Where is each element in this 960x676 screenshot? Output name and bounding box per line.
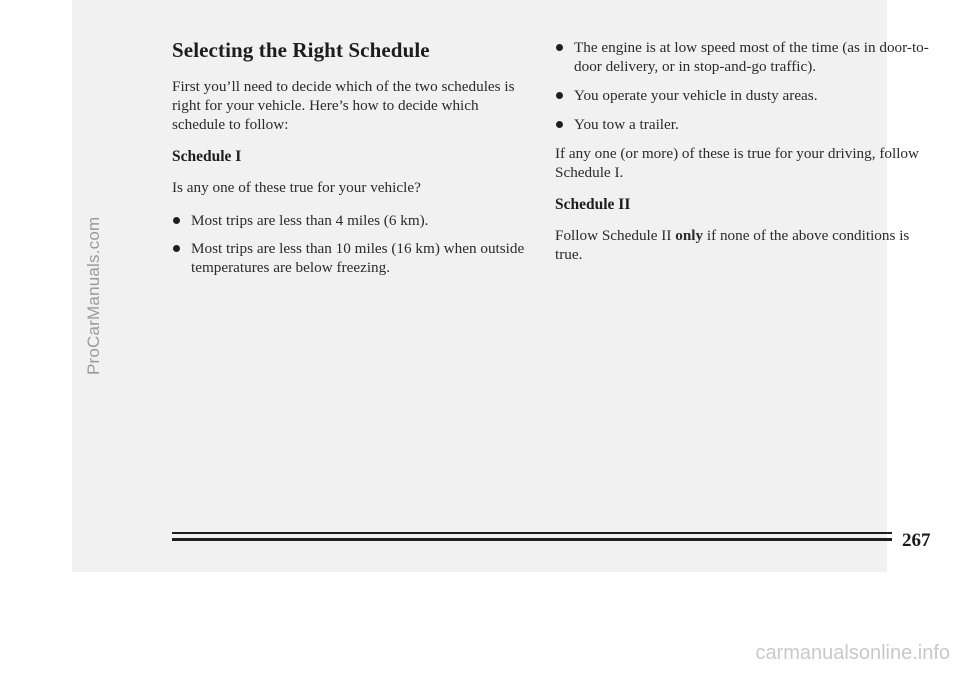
condition-short-trips: Most trips are less than 4 miles (6 km). (172, 211, 532, 230)
follow-text-pre: Follow Schedule II (555, 227, 672, 244)
schedule-1-conditions-left (172, 211, 532, 277)
section-title: Selecting the Right Schedule (172, 38, 430, 62)
schedule-1-heading: Schedule I (172, 148, 242, 165)
manual-page (72, 0, 931, 572)
conclusion-paragraph: If any one (or more) of these is true for your driving, follow Schedule I. (555, 145, 919, 181)
footer-rule-thick (172, 538, 892, 541)
right-column (555, 38, 935, 278)
schedule-1-conditions-right (555, 38, 935, 134)
schedule-2-heading: Schedule II (555, 196, 631, 213)
footer-rule-thin (172, 532, 892, 534)
condition-low-speed: The engine is at low speed most of the time (as in door-to-door delivery, or in stop-and-go traffic). (555, 38, 935, 76)
condition-freezing-trips: Most trips are less than 10 miles (16 km) when outside temperatures are below freezing. (172, 239, 532, 277)
page-number: 267 (902, 530, 931, 551)
footer-watermark-url: carmanualsonline.info (755, 642, 950, 664)
follow-text-post: if none of the above conditions is true. (555, 227, 910, 263)
left-column (172, 38, 532, 286)
side-watermark: ProCarManuals.com (84, 216, 103, 375)
follow-text-bold: only (675, 227, 704, 244)
condition-tow-trailer: You tow a trailer. (555, 115, 935, 134)
condition-dusty-areas: You operate your vehicle in dusty areas. (555, 86, 935, 105)
intro-paragraph: First you’ll need to decide which of the two schedules is right for your vehicle. Here’s how to decide which schedule to follow: (172, 78, 515, 133)
question-paragraph: Is any one of these true for your vehicle? (172, 179, 421, 196)
schedule-2-paragraph (555, 226, 935, 264)
